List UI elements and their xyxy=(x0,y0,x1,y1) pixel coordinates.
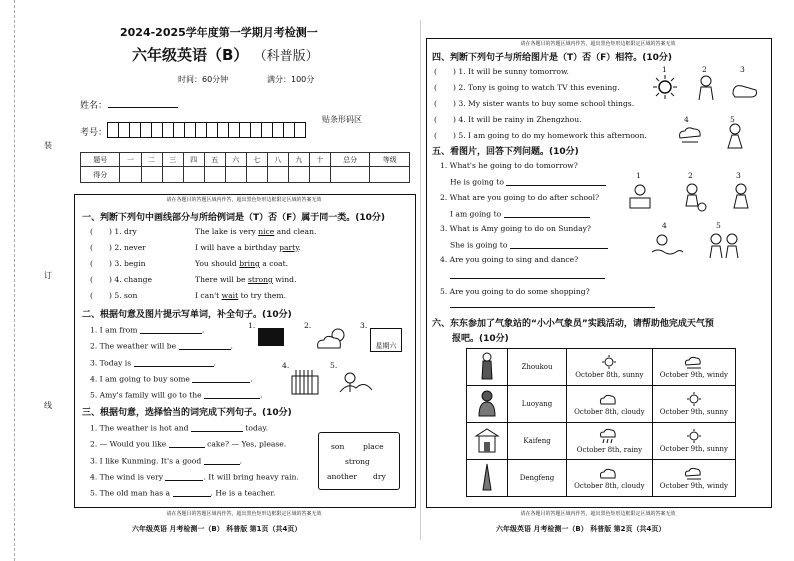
cloudy-weather-icon xyxy=(312,326,352,352)
s2-q3: 3. Today is . xyxy=(90,358,216,368)
tower-icon xyxy=(476,462,498,492)
forecast-text: October 8th, rainy xyxy=(576,446,643,454)
forecast-cell[interactable] xyxy=(567,423,653,460)
word-dry: dry xyxy=(373,472,386,481)
sun-icon xyxy=(686,392,702,406)
binding-strip xyxy=(0,0,15,561)
windy-icon xyxy=(683,355,705,369)
s5-a3: She is going to xyxy=(450,241,608,249)
s1-s4: There will be strong wind. xyxy=(195,275,297,284)
forecast-cell[interactable] xyxy=(567,386,653,423)
forecast-cell[interactable] xyxy=(652,349,735,386)
name-field[interactable] xyxy=(108,107,178,108)
score-cell[interactable] xyxy=(141,167,162,183)
boy-icon xyxy=(694,74,718,102)
page-subtitle xyxy=(132,44,319,65)
city-cell: Dengfeng xyxy=(508,460,567,497)
section6-title-line1: 六、东东参加了气象站的“小小气象员”实践活动，请帮助他完成天气预 xyxy=(432,319,714,329)
children-singing-icon xyxy=(704,230,744,260)
score-cell[interactable] xyxy=(162,167,183,183)
statue-icon xyxy=(476,351,498,381)
exam-score: 满分：100分 xyxy=(267,75,315,84)
exam-time: 时间：60分钟 xyxy=(178,75,229,84)
page-divider xyxy=(420,20,421,540)
footer-left: 六年级英语 月考检测一（B） 科普版 第1页（共4页） xyxy=(132,525,302,533)
sun-icon xyxy=(601,355,617,369)
calendar-text: 星期六 xyxy=(375,342,397,350)
s1-q1: ( ) 1. dry xyxy=(90,227,137,236)
score-cell[interactable] xyxy=(330,167,369,183)
score-row-label: 得分 xyxy=(81,167,120,183)
s2-pic-num-5: 5. xyxy=(330,361,338,370)
s4-pic-num-1: 1 xyxy=(662,65,667,74)
forecast-text: October 9th, windy xyxy=(659,482,729,490)
s1-q4: ( ) 4. change xyxy=(90,275,152,284)
s4-q5: ( ) 5. I am going to do my homework this afternoon. xyxy=(434,131,647,140)
s1-s5: I can't wait to try them. xyxy=(195,291,287,300)
s3-q2: 2. — Would you like cake? — Yes, please. xyxy=(90,439,287,449)
s5-q5: 5. Are you going to do some shopping? xyxy=(440,287,590,296)
football-boy-icon xyxy=(678,182,708,212)
score-cell[interactable] xyxy=(246,167,267,183)
city-cell: Kaifeng xyxy=(508,423,567,460)
weather-table xyxy=(466,348,736,497)
s2-q5: 5. Amy's family will go to the . xyxy=(90,390,263,400)
reading-boy-icon xyxy=(624,182,656,212)
score-header: 四 xyxy=(183,153,204,167)
crayons-icon xyxy=(290,368,320,396)
s5-a1: He is going to xyxy=(450,178,606,186)
s5-pic-num-3: 3 xyxy=(736,171,741,180)
shoes-icon xyxy=(730,78,760,100)
score-header: 七 xyxy=(246,153,267,167)
exam-no-label: 考号： xyxy=(80,128,108,138)
city-cell: Luoyang xyxy=(508,386,567,423)
s5-a5-line[interactable] xyxy=(450,307,655,308)
s2-q2: 2. The weather will be . xyxy=(90,341,233,351)
s4-pic-num-2: 2 xyxy=(702,65,707,74)
score-header: 一 xyxy=(120,153,141,167)
word-son: son xyxy=(331,442,345,451)
cloudy-icon xyxy=(598,392,620,406)
s5-pic-num-1: 1 xyxy=(636,171,641,180)
forecast-text: October 9th, sunny xyxy=(659,445,728,453)
sun-icon xyxy=(652,74,678,100)
s3-q4: 4. The wind is very . It will bring heavy rain. xyxy=(90,472,299,482)
barcode-area: 贴条形码区 xyxy=(322,115,362,124)
windy-icon xyxy=(683,466,705,480)
s4-q1: ( ) 1. It will be sunny tomorrow. xyxy=(434,67,569,76)
score-cell[interactable] xyxy=(183,167,204,183)
subtitle-main: 六年级英语（B） xyxy=(132,46,249,64)
word-strong: strong xyxy=(345,457,370,466)
s2-q4: 4. I am going to buy some . xyxy=(90,374,253,384)
calendar-icon xyxy=(370,328,402,352)
subtitle-edition: （科普版） xyxy=(253,49,319,64)
s1-q2: ( ) 2. never xyxy=(90,243,146,252)
frame-notice-bottom-right: 请在各题目的答题区域内作答，超出黑色矩形边框限定区域的答案无效 xyxy=(520,511,676,517)
score-header: 八 xyxy=(267,153,288,167)
s2-pic-num-4: 4. xyxy=(282,361,290,370)
forecast-text: October 8th, cloudy xyxy=(574,482,645,490)
section2-title: 二、根据句意及图片提示写单词，补全句子。(10分) xyxy=(82,310,292,320)
s3-q3: 3. I like Kunming. It's a good . xyxy=(90,456,243,466)
landmark-cell xyxy=(467,460,508,497)
s1-q5: ( ) 5. son xyxy=(90,291,138,300)
forecast-text: October 9th, windy xyxy=(659,371,729,379)
s3-q1: 1. The weather is hot and today. xyxy=(90,423,269,433)
china-flag-icon xyxy=(258,328,284,346)
s4-pic-num-4: 4 xyxy=(684,115,689,124)
buddha-icon xyxy=(476,388,498,418)
s1-q3: ( ) 3. begin xyxy=(90,259,146,268)
name-label: 姓名： xyxy=(80,101,108,111)
score-header: 题号 xyxy=(81,153,120,167)
s5-pic-num-2: 2 xyxy=(688,171,693,180)
park-icon xyxy=(338,368,374,396)
forecast-text: October 8th, cloudy xyxy=(574,408,645,416)
s5-a4-line[interactable] xyxy=(450,278,605,279)
s5-a2: I am going to xyxy=(450,210,590,218)
score-header: 九 xyxy=(288,153,309,167)
score-table xyxy=(80,152,410,183)
city-cell: Zhoukou xyxy=(508,349,567,386)
s4-pic-num-3: 3 xyxy=(740,65,745,74)
section4-title: 四、判断下列句子与所给图片是（T）否（F）相符。(10分) xyxy=(432,53,673,63)
forecast-cell[interactable] xyxy=(652,423,735,460)
s2-pic-num-1: 1. xyxy=(248,321,256,330)
binding-mark-2: 订 xyxy=(44,271,52,280)
score-cell[interactable] xyxy=(288,167,309,183)
binding-mark-3: 线 xyxy=(44,401,52,410)
cloudy-icon xyxy=(598,466,620,480)
word-another: another xyxy=(327,472,358,481)
frame-notice-top-left: 请在各题目的答题区域内作答，超出黑色矩形边框限定区域的答案无效 xyxy=(166,197,322,203)
section3-title: 三、根据句意，选择恰当的词完成下列句子。(10分) xyxy=(82,408,292,418)
s4-q4: ( ) 4. It will be rainy in Zhengzhou. xyxy=(434,115,582,124)
score-header: 十 xyxy=(309,153,330,167)
s5-q4: 4. Are you going to sing and dance? xyxy=(440,255,579,264)
forecast-text: October 8th, sunny xyxy=(575,371,644,379)
word-box xyxy=(318,432,400,490)
girl-cleaning-icon xyxy=(726,182,756,212)
windy-cloud-icon xyxy=(676,122,706,146)
swimming-icon xyxy=(650,230,684,260)
footer-right: 六年级英语 月考检测一（B） 科普版 第2页（共4页） xyxy=(496,525,666,533)
exam-no-boxes[interactable] xyxy=(107,122,306,138)
s4-q2: ( ) 2. Tony is going to watch TV this evening. xyxy=(434,83,620,92)
score-cell[interactable] xyxy=(370,167,410,183)
frame-notice-top-right: 请在各题目的答题区域内作答，超出黑色矩形边框限定区域的答案无效 xyxy=(520,41,676,47)
section5-title: 五、看图片，回答下列问题。(10分) xyxy=(432,147,579,157)
pagoda-icon xyxy=(474,426,500,454)
forecast-cell[interactable] xyxy=(652,386,735,423)
score-cell[interactable] xyxy=(267,167,288,183)
score-cell[interactable] xyxy=(204,167,225,183)
page-title: 2024-2025学年度第一学期月考检测一 xyxy=(120,26,318,39)
landmark-cell xyxy=(467,386,508,423)
rainy-icon xyxy=(598,428,620,444)
s5-q3: 3. What is Amy going to do on Sunday? xyxy=(440,224,591,233)
s4-q3: ( ) 3. My sister wants to buy some school things. xyxy=(434,99,635,108)
score-cell[interactable] xyxy=(120,167,141,183)
s4-pic-num-5: 5 xyxy=(730,115,735,124)
s2-pic-num-3: 3. xyxy=(360,321,368,330)
score-header: 三 xyxy=(162,153,183,167)
forecast-cell[interactable] xyxy=(652,460,735,497)
word-place: place xyxy=(363,442,384,451)
s3-q5: 5. The old man has a . He is a teacher. xyxy=(90,488,276,498)
landmark-cell xyxy=(467,423,508,460)
score-cell[interactable] xyxy=(225,167,246,183)
s1-s1: The lake is very nice and clean. xyxy=(195,227,317,236)
s5-pic-num-5: 5 xyxy=(716,221,721,230)
forecast-cell[interactable] xyxy=(567,460,653,497)
binding-mark-1: 装 xyxy=(44,141,52,150)
score-header: 总分 xyxy=(330,153,369,167)
girl-icon xyxy=(724,122,746,150)
s5-q1: 1. What's he going to do tomorrow? xyxy=(440,161,578,170)
s5-q2: 2. What are you going to do after school? xyxy=(440,193,600,202)
forecast-text: October 9th, sunny xyxy=(659,408,728,416)
score-header: 二 xyxy=(141,153,162,167)
sun-icon xyxy=(686,429,702,443)
forecast-cell[interactable] xyxy=(567,349,653,386)
section6-title-line2: 报吧。(10分) xyxy=(452,334,509,344)
s2-q1: 1. I am from . xyxy=(90,325,205,335)
s2-pic-num-2: 2. xyxy=(304,321,312,330)
frame-notice-bottom-left: 请在各题目的答题区域内作答，超出黑色矩形边框限定区域的答案无效 xyxy=(166,511,322,517)
section1-title: 一、判断下列句中画线部分与所给例词是（T）否（F）属于同一类。(10分) xyxy=(82,213,386,223)
s5-pic-num-4: 4 xyxy=(662,221,667,230)
s1-s2: I will have a birthday party. xyxy=(195,243,301,252)
score-header: 六 xyxy=(225,153,246,167)
score-header: 等级 xyxy=(370,153,410,167)
score-cell[interactable] xyxy=(309,167,330,183)
landmark-cell xyxy=(467,349,508,386)
s1-s3: You should bring a coat. xyxy=(195,259,289,268)
score-header: 五 xyxy=(204,153,225,167)
